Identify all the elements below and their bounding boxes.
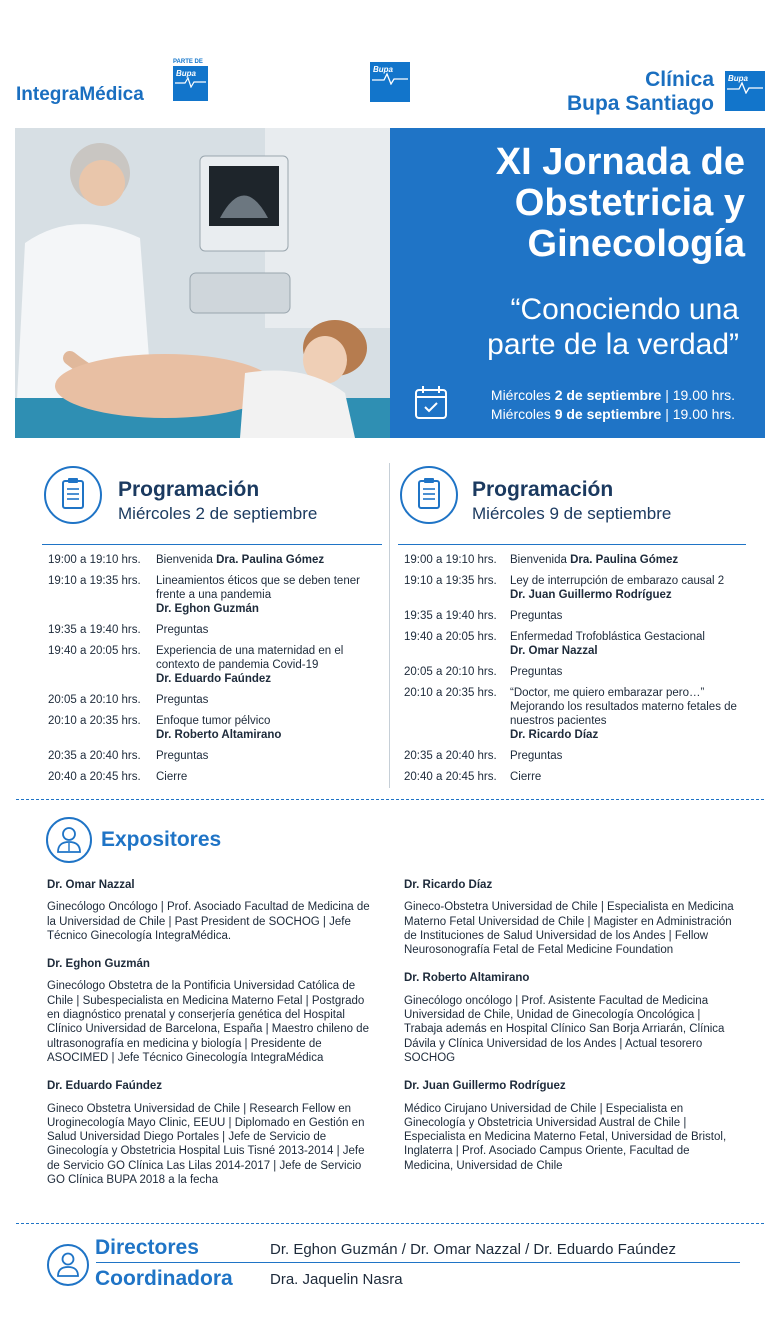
dashed-divider <box>16 799 764 800</box>
person-icon <box>49 1246 87 1284</box>
divider <box>42 544 382 545</box>
program-icon-right <box>400 466 458 524</box>
schedule-row <box>48 553 382 567</box>
schedule-time: 20:35 a 20:40 hrs. <box>404 750 497 762</box>
clipboard-icon <box>46 468 100 522</box>
directors-icon-circle <box>47 1244 89 1286</box>
schedule-time: 20:10 a 20:35 hrs. <box>48 715 141 727</box>
schedule-topic: Cierre <box>510 771 542 783</box>
schedule-time: 19:10 a 19:35 hrs. <box>404 575 497 587</box>
hero-banner <box>390 128 765 438</box>
speaker-name: Dr. Roberto Altamirano <box>404 972 530 985</box>
speaker-name: Dr. Eghon Guzmán <box>47 958 150 971</box>
schedule-time: 20:40 a 20:45 hrs. <box>404 771 497 783</box>
event-title-line3: Ginecología <box>527 223 745 265</box>
column-divider <box>389 463 390 788</box>
event-subtitle-line2: parte de la verdad” <box>487 328 739 361</box>
schedule-row <box>48 623 382 637</box>
speakers-left <box>47 878 372 1201</box>
event-title <box>496 142 745 265</box>
schedule-time: 20:05 a 20:10 hrs. <box>404 666 497 678</box>
bupa-logo-small: Bupa <box>173 66 208 101</box>
speaker-icon-circle <box>46 817 92 863</box>
schedule-left <box>48 553 382 791</box>
bupa-logo-center: Bupa <box>370 62 410 102</box>
schedule-topic: Ley de interrupción de embarazo causal 2 Dr. Juan Guillermo Rodríguez <box>510 574 749 602</box>
coordinadora-value: Dra. Jaquelin Nasra <box>270 1271 403 1288</box>
schedule-row <box>48 644 382 686</box>
schedule-time: 19:00 a 19:10 hrs. <box>48 554 141 566</box>
directores-value: Dr. Eghon Guzmán / Dr. Omar Nazzal / Dr. Eduardo Faúndez <box>270 1241 677 1258</box>
event-title-line2: Obstetricia y <box>514 182 745 224</box>
heartbeat-icon <box>727 81 763 94</box>
schedule-time: 19:35 a 19:40 hrs. <box>404 610 497 622</box>
speaker-name: Dr. Eduardo Faúndez <box>47 1080 163 1093</box>
event-date-1: Miércoles 2 de septiembre | 19.00 hrs. <box>490 387 735 403</box>
schedule-time: 20:35 a 20:40 hrs. <box>48 750 141 762</box>
schedule-topic: Preguntas <box>510 750 563 762</box>
clipboard-icon <box>402 468 456 522</box>
schedule-topic: Preguntas <box>510 610 563 622</box>
clinica-line2: Bupa Santiago <box>566 92 714 115</box>
speaker-bio: Ginecólogo Oncólogo | Prof. Asociado Facultad de Medicina de la Universidad de Chile | Past President de SOCHOG | Jefe Técnico Ginecología IntegraMédica. <box>47 901 370 942</box>
schedule-topic: Cierre <box>156 771 188 783</box>
schedule-topic: Preguntas <box>156 694 209 706</box>
event-title-line1: XI Jornada de <box>495 141 745 183</box>
schedule-speaker: Dra. Paulina Gómez <box>570 554 679 566</box>
schedule-row <box>404 770 749 784</box>
program-heading-left: Programación Miércoles 2 de septiembre <box>118 478 317 526</box>
schedule-topic: Lineamientos éticos que se deben tener frente a una pandemia Dr. Eghon Guzmán <box>156 574 382 616</box>
schedule-time: 19:35 a 19:40 hrs. <box>48 624 141 636</box>
schedule-row <box>404 665 749 679</box>
schedule-topic: Bienvenida Dra. Paulina Gómez <box>510 554 679 566</box>
schedule-topic: Bienvenida Dra. Paulina Gómez <box>156 554 325 566</box>
divider <box>96 1262 740 1263</box>
program-heading-right: Programación Miércoles 9 de septiembre <box>472 478 671 526</box>
event-subtitle-line1: “Conociendo una <box>510 293 739 326</box>
schedule-time: 20:40 a 20:45 hrs. <box>48 771 141 783</box>
divider <box>398 544 746 545</box>
schedule-speaker: Dr. Eduardo Faúndez <box>156 673 272 685</box>
schedule-topic: Experiencia de una maternidad en el contexto de pandemia Covid-19 Dr. Eduardo Faúndez <box>156 644 382 686</box>
heartbeat-icon <box>175 76 206 88</box>
speaker-bio: Médico Cirujano Universidad de Chile | Especialista en Ginecología y Obstetricia Universidad Austral de Chile | Especialista en Medicina Materno Fetal, Universidad de Bristol, Inglaterra | Prof. Asociado Campus Oriente, Facultad de Medicina, Universidad de Chile <box>404 1102 727 1172</box>
directores-label: Directores <box>95 1236 199 1259</box>
schedule-speaker: Dra. Paulina Gómez <box>216 554 325 566</box>
schedule-speaker: Dr. Roberto Altamirano <box>156 729 282 741</box>
speaker-bio: Gineco-Obstetra Universidad de Chile | Especialista en Medicina Materno Fetal Universidad de Chile | Magister en Administración de Instituciones de Salud Universidad de los Andes | Fellow Neurosonografía Fetal de Fetal Medicine Foundation <box>404 901 734 957</box>
parte-de-label: PARTE DE <box>173 59 203 65</box>
schedule-row <box>404 574 749 602</box>
program-icon-left <box>44 466 102 524</box>
schedule-row <box>404 686 749 742</box>
schedule-topic: Enfoque tumor pélvico Dr. Roberto Altamirano <box>156 714 382 742</box>
schedule-row <box>48 770 382 784</box>
schedule-speaker: Dr. Juan Guillermo Rodríguez <box>510 589 672 601</box>
event-date-2: Miércoles 9 de septiembre | 19.00 hrs. <box>490 406 735 422</box>
schedule-row <box>48 714 382 742</box>
schedule-time: 19:10 a 19:35 hrs. <box>48 575 141 587</box>
speaker-name: Dr. Juan Guillermo Rodríguez <box>404 1080 566 1093</box>
program-date-right: Miércoles 9 de septiembre <box>472 504 672 523</box>
speaker-bio: Ginecólogo Obstetra de la Pontificia Universidad Católica de Chile | Subespecialista en Medicina Materno Fetal | Postgrado en diagnóstico prenatal y conserjería genética del Hospital Clínico Universidad de Barcelona, España | Maestro chileno de ultrasonografía en medicina y biología | Presidente de ASOCIMED | Jefe Técnico Ginecología IntegraMédica <box>47 980 369 1064</box>
schedule-time: 19:40 a 20:05 hrs. <box>48 645 141 657</box>
heartbeat-icon <box>372 72 408 85</box>
schedule-row <box>48 693 382 707</box>
speaker-bio: Gineco Obstetra Universidad de Chile | Research Fellow en Uroginecología Mayo Clinic, EEUU | Diplomado en Gestión en Salud Universidad Diego Portales | Jefe de Servicio de Ginecología y Obstetricia Hospital Luis Tisné 2013-2014 | Jefe de Servicio GO Clínica Las Lilas 2014-2017 | Jefe de Servicio GO Clínica BUPA 2018 a la fecha <box>47 1102 365 1187</box>
schedule-speaker: Dr. Omar Nazzal <box>510 645 598 657</box>
schedule-row <box>48 749 382 763</box>
schedule-row <box>404 749 749 763</box>
doctor-icon <box>48 819 90 861</box>
schedule-topic: Enfermedad Trofoblástica Gestacional Dr. Omar Nazzal <box>510 630 749 658</box>
speaker-bio: Ginecólogo oncólogo | Prof. Asistente Facultad de Medicina Universidad de Chile, Unidad de Ginecología Oncológica | Trabaja además en Hospital Clínico San Borja Arriarán, Clínica Dávila y Clínica Universidad de los Andes | Actual tesorero SOCHOG <box>404 994 725 1064</box>
schedule-row <box>48 574 382 616</box>
program-date-left: Miércoles 2 de septiembre <box>118 504 318 523</box>
speakers-right <box>404 878 734 1187</box>
schedule-row <box>404 553 749 567</box>
schedule-time: 20:10 a 20:35 hrs. <box>404 687 497 699</box>
ultrasound-photo <box>15 128 390 438</box>
event-dates <box>491 386 735 424</box>
schedule-topic: Preguntas <box>510 666 563 678</box>
coordinadora-label: Coordinadora <box>95 1267 233 1290</box>
integramedica-logo: IntegraMédica <box>16 84 144 105</box>
calendar-icon <box>414 384 448 420</box>
schedule-right <box>404 553 749 791</box>
schedule-speaker: Dr. Eghon Guzmán <box>156 603 259 615</box>
expositores-title: Expositores <box>101 828 222 851</box>
schedule-time: 19:40 a 20:05 hrs. <box>404 631 497 643</box>
schedule-time: 20:05 a 20:10 hrs. <box>48 694 141 706</box>
schedule-topic: Preguntas <box>156 624 209 636</box>
clinica-bupa-logo <box>567 68 714 116</box>
schedule-topic: “Doctor, me quiero embarazar pero…” Mejorando los resultados materno fetales de nuestros pacientes Dr. Ricardo Díaz <box>510 686 749 742</box>
dashed-divider <box>16 1223 764 1224</box>
speaker-name: Dr. Ricardo Díaz <box>404 879 493 891</box>
event-subtitle <box>487 292 739 362</box>
bupa-logo-right: Bupa <box>725 71 765 111</box>
schedule-speaker: Dr. Ricardo Díaz <box>510 729 599 741</box>
schedule-row <box>404 609 749 623</box>
schedule-topic: Preguntas <box>156 750 209 762</box>
schedule-row <box>404 630 749 658</box>
clinica-line1: Clínica <box>645 68 714 91</box>
speaker-name: Dr. Omar Nazzal <box>47 879 135 891</box>
schedule-time: 19:00 a 19:10 hrs. <box>404 554 497 566</box>
